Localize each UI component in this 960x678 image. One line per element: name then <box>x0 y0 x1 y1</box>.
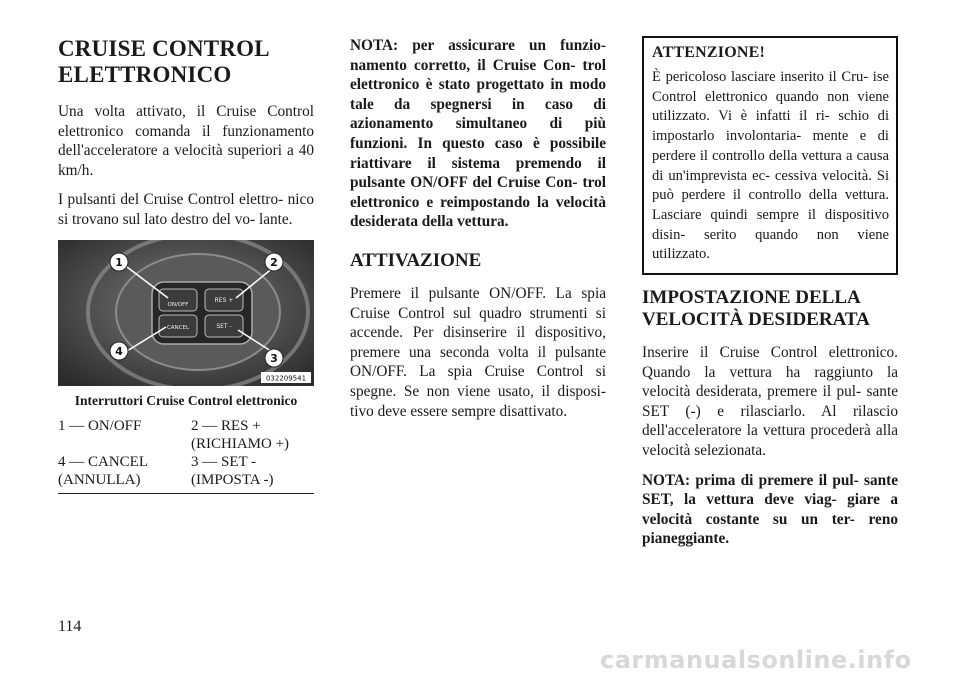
impostazione-paragraph: Inserire il Cruise Control elettronico. Quando la vettura ha raggiunto la velocità desiderata, premere il pul- sante SET (-) e rilasciarlo. Al rilascio dell'acceleratore la vettura procederà alla velocità selezionata. <box>642 344 898 459</box>
callout-2: 2 <box>270 255 278 269</box>
attivazione-paragraph: Premere il pulsante ON/OFF. La spia Cruise Control sul quadro strumenti si accende. Per disinserire il dispositivo, premere una seconda volta il pulsante ON/OFF. La spia Cruise Control si spegne. Se non viene usato, il disposi- tivo deve essere sempre disattivato. <box>350 284 606 420</box>
middle-column <box>350 36 606 431</box>
warning-box <box>642 36 898 275</box>
callout-4: 4 <box>115 344 123 358</box>
image-code: 032209541 <box>265 374 307 383</box>
legend-row <box>58 453 314 494</box>
page-title: CRUISE CONTROL ELETTRONICO <box>58 36 269 87</box>
steering-wheel-photo <box>58 240 314 386</box>
note-paragraph: NOTA: per assicurare un funzio- namento corretto, il Cruise Con- trol elettronico è stato progettato in modo tale da spegnersi in caso di azionamento simultaneo di più funzioni. In questo caso è possibile riattivare il sistema premendo il pulsante ON/OFF del Cruise Con- trol elettronico e reimpostando la velocità desiderata della vettura. <box>350 37 606 231</box>
legend-item: 4 — CANCEL (ANNULLA) <box>58 453 191 494</box>
steering-wheel-switches-illustration <box>58 240 314 386</box>
on-off-label: ON/OFF <box>167 301 189 308</box>
right-column <box>642 36 898 559</box>
section-heading-attivazione: ATTIVAZIONE <box>350 249 482 271</box>
intro-paragraph: Una volta attivato, il Cruise Control elettronico comanda il funzionamento dell'acceleratore a velocità superiori a 40 km/h. <box>58 103 314 179</box>
legend-item: 1 — ON/OFF <box>58 417 142 434</box>
watermark: carmanualsonline.info <box>600 646 912 674</box>
res-label: RES + <box>214 296 234 304</box>
callout-3: 3 <box>270 351 278 365</box>
legend-row <box>58 417 314 453</box>
figure-caption: Interruttori Cruise Control elettronico <box>74 392 298 408</box>
buttons-location-paragraph: I pulsanti del Cruise Control elettro- nico si trovano sul lato destro del vo- lante. <box>58 191 314 228</box>
section-heading-impostazione: IMPOSTAZIONE DELLA VELOCITÀ DESIDERATA <box>642 287 870 331</box>
set-label: SET - <box>216 322 232 330</box>
cancel-label: CANCEL <box>166 324 190 331</box>
warning-title: ATTENZIONE! <box>652 44 766 61</box>
warning-text: È pericoloso lasciare inserito il Cru- ise Control elettronico quando non viene utilizzato. Vi è infatti il ri- schio di impostarlo involontaria- mente e di perdere il controllo della vettura a causa di un'imprevista ec- cessiva velocità. Si può perdere il controllo della vettura. Lasciare quindi sempre il dispositivo disin- serito quando non viene utilizzato. <box>652 69 889 263</box>
left-column <box>58 36 314 494</box>
legend-item: 2 — RES + (RICHIAMO +) <box>191 417 290 452</box>
note-paragraph-set: NOTA: prima di premere il pul- sante SET, la vettura deve viag- giare a velocità costante su un ter- reno pianeggiante. <box>642 471 898 548</box>
legend-item: 3 — SET - (IMPOSTA -) <box>191 453 314 494</box>
callout-1: 1 <box>115 255 123 269</box>
page-number: 114 <box>58 618 82 635</box>
figure-legend <box>58 417 314 494</box>
